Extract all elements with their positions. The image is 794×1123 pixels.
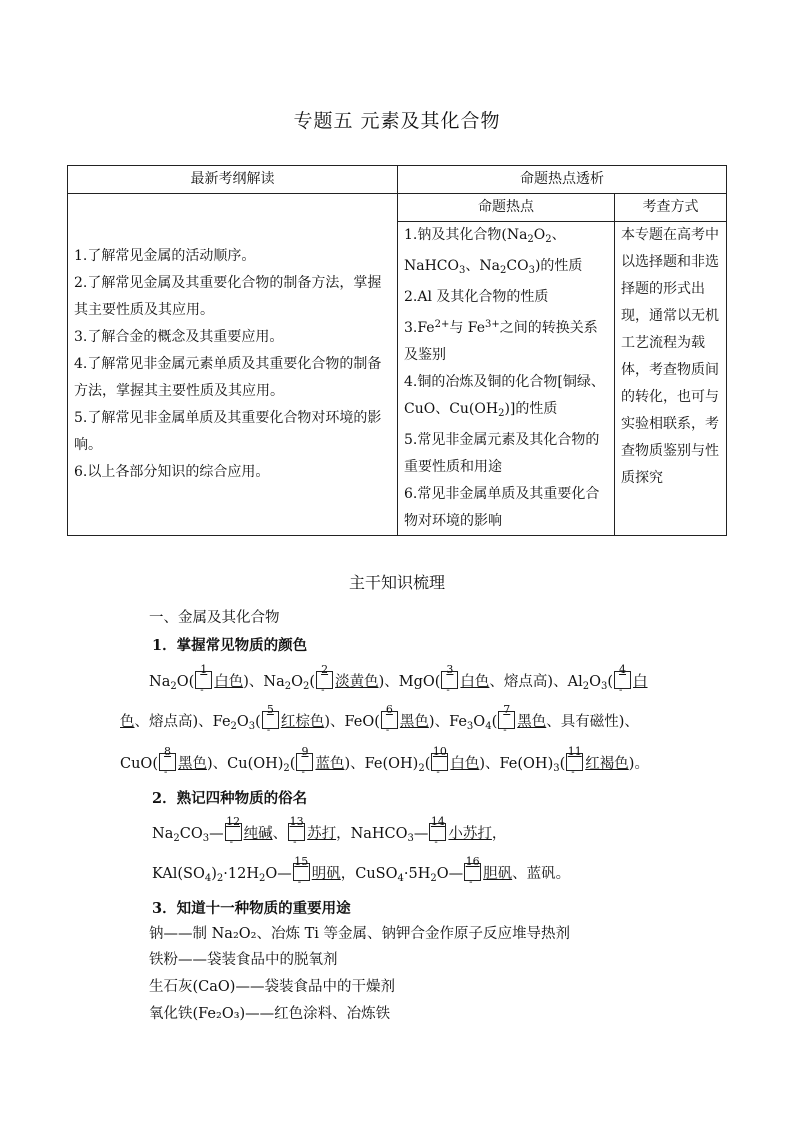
answer-blank: 9 - [296,753,313,771]
names-line: $KAl(SO_4)_2\cdot 12H_2O—$ 15 - 明矾，$CuSO_4\cdot 5H_2O—$ 16 - 胆矾、蓝矾。 [152,855,571,888]
answer: 淡黄色 [335,674,379,690]
answer: 小苏打 [448,826,492,842]
answer-blank: 16 - [465,855,480,888]
section-title: 主干知识梳理 [348,573,445,592]
syllabus-item: 2.了解常见金属及其重要化合物的制备方法，掌握其主要性质及其应用。 [74,275,382,318]
syllabus-item: 1.了解常见金属的活动顺序。 [74,248,256,264]
use-line: 钠——制 Na₂O₂、冶炼 Ti 等金属、钠钾合金作原子反应堆导热剂 [149,926,570,942]
syllabus-item: 4.了解常见非金属元素单质及其重要化合物的制备方法，掌握其主要性质及其应用。 [74,356,382,399]
answer: 红棕色 [280,714,325,730]
method-cell: 本专题在高考中以选择题和非选择题的形式出现，通常以无机工艺流程为载体，考查物质间的转化，也可与实验相联系，考查物质鉴别与性质探究 [615,222,727,536]
part-heading: 一、金属及其化合物 [149,610,280,626]
answer: 纯碱 [243,826,273,842]
syllabus-cell [68,194,398,536]
answer-blank: 14 - [430,815,445,848]
syllabus-table [67,165,727,536]
answer-blank: 13 - [289,815,304,848]
page-title: 专题五 元素及其化合物 [293,110,501,132]
answer-blank: 1 - [195,671,212,689]
answer: 黑色 [399,714,429,730]
header-syllabus: 最新考纲解读 [68,166,398,194]
names-line: $Na_2CO_3—$ 12 - 纯碱、 13 - 苏打，NaHCO$_3$— 14 - 小苏打， [152,815,507,848]
answer: 黑色 [517,714,547,730]
item-heading: 3．知道十一种物质的重要用途 [152,900,351,917]
hotspot-item: $3.Fe^{2+}$与 $Fe^{3+}$之间的转换关系及鉴别 [404,319,598,363]
subheader-method: 考查方式 [615,194,727,222]
answer: 白色 [460,674,490,690]
answer-blank: 11 - [567,745,582,778]
item-heading: 1．掌握常见物质的颜色 [152,637,308,654]
answer-blank: 10 - [432,745,447,778]
answer: 胆矾 [483,866,513,882]
answer-blank: 15 - [294,855,309,888]
answer: 蓝色 [315,756,345,772]
answer-blank: 2 - [316,671,333,689]
answer-blank: 12 - [226,815,241,848]
answer: 黑色 [177,756,207,772]
syllabus-item: 5.了解常见非金属单质及其重要化合物对环境的影响。 [74,410,382,453]
answer-blank: 3 - [441,671,458,689]
answer: 白 [633,674,648,690]
hotspot-item: 1.钠及其化合物($Na_2O_2$、NaHCO$_3$、$Na_2CO_3$)的性质 [404,227,583,276]
hotspot-item: 4.铜的冶炼及铜的化合物[铜绿、CuO、$Cu(OH_2)$]的性质 [404,374,605,419]
answer-blank: 7 - [498,711,515,729]
hotspot-cell [398,222,615,536]
answer: 白色 [450,756,480,772]
use-line: 生石灰(CaO)——袋装食品中的干燥剂 [149,979,395,995]
syllabus-item: 3.了解合金的概念及其重要应用。 [74,329,284,345]
use-line: 铁粉——袋装食品中的脱氧剂 [149,952,338,968]
hotspot-item: 2.Al 及其化合物的性质 [404,289,549,305]
colors-line: CuO( 8 - 黑色)、$Cu(OH)_2$( 9 - 蓝色)、$Fe(OH)_2$( 10 - 白色)、$Fe(OH)_3$( 11 - 红褐色)。 [120,745,649,778]
answer-blank: 5 - [262,711,279,729]
answer: 红褐色 [585,756,629,772]
hotspot-item: 6.常见非金属单质及其重要化合物对环境的影响 [404,486,600,529]
colors-line: 色、熔点高)、$Fe_2O_3$( 5 - 红棕色)、FeO( 6 - 黑色)、$Fe_3O_4$( 7 - 黑色、具有磁性)、 [120,703,639,736]
syllabus-item: 6.以上各部分知识的综合应用。 [74,464,270,480]
answer: 明矾 [311,866,341,882]
hotspot-item: 5.常见非金属元素及其化合物的重要性质和用途 [404,432,600,475]
answer-blank: 8 - [159,753,176,771]
subheader-hot: 命题热点 [398,194,615,222]
item-heading: 2．熟记四种物质的俗名 [152,790,308,807]
use-line: 氧化铁(Fe₂O₃)——红色涂料、冶炼铁 [149,1006,391,1022]
answer-blank: 6 - [381,711,398,729]
answer-blank: 4 - [614,671,631,689]
answer: 苏打 [307,826,337,842]
colors-line: $Na_2O$( 1 - 白色)、$Na_2O_2$( 2 - 淡黄色)、MgO( 3 - 白色、熔点高)、$Al_2O_3$( 4 - 白 [149,663,648,696]
header-hotspots: 命题热点透析 [398,166,727,194]
answer: 白色 [214,674,244,690]
